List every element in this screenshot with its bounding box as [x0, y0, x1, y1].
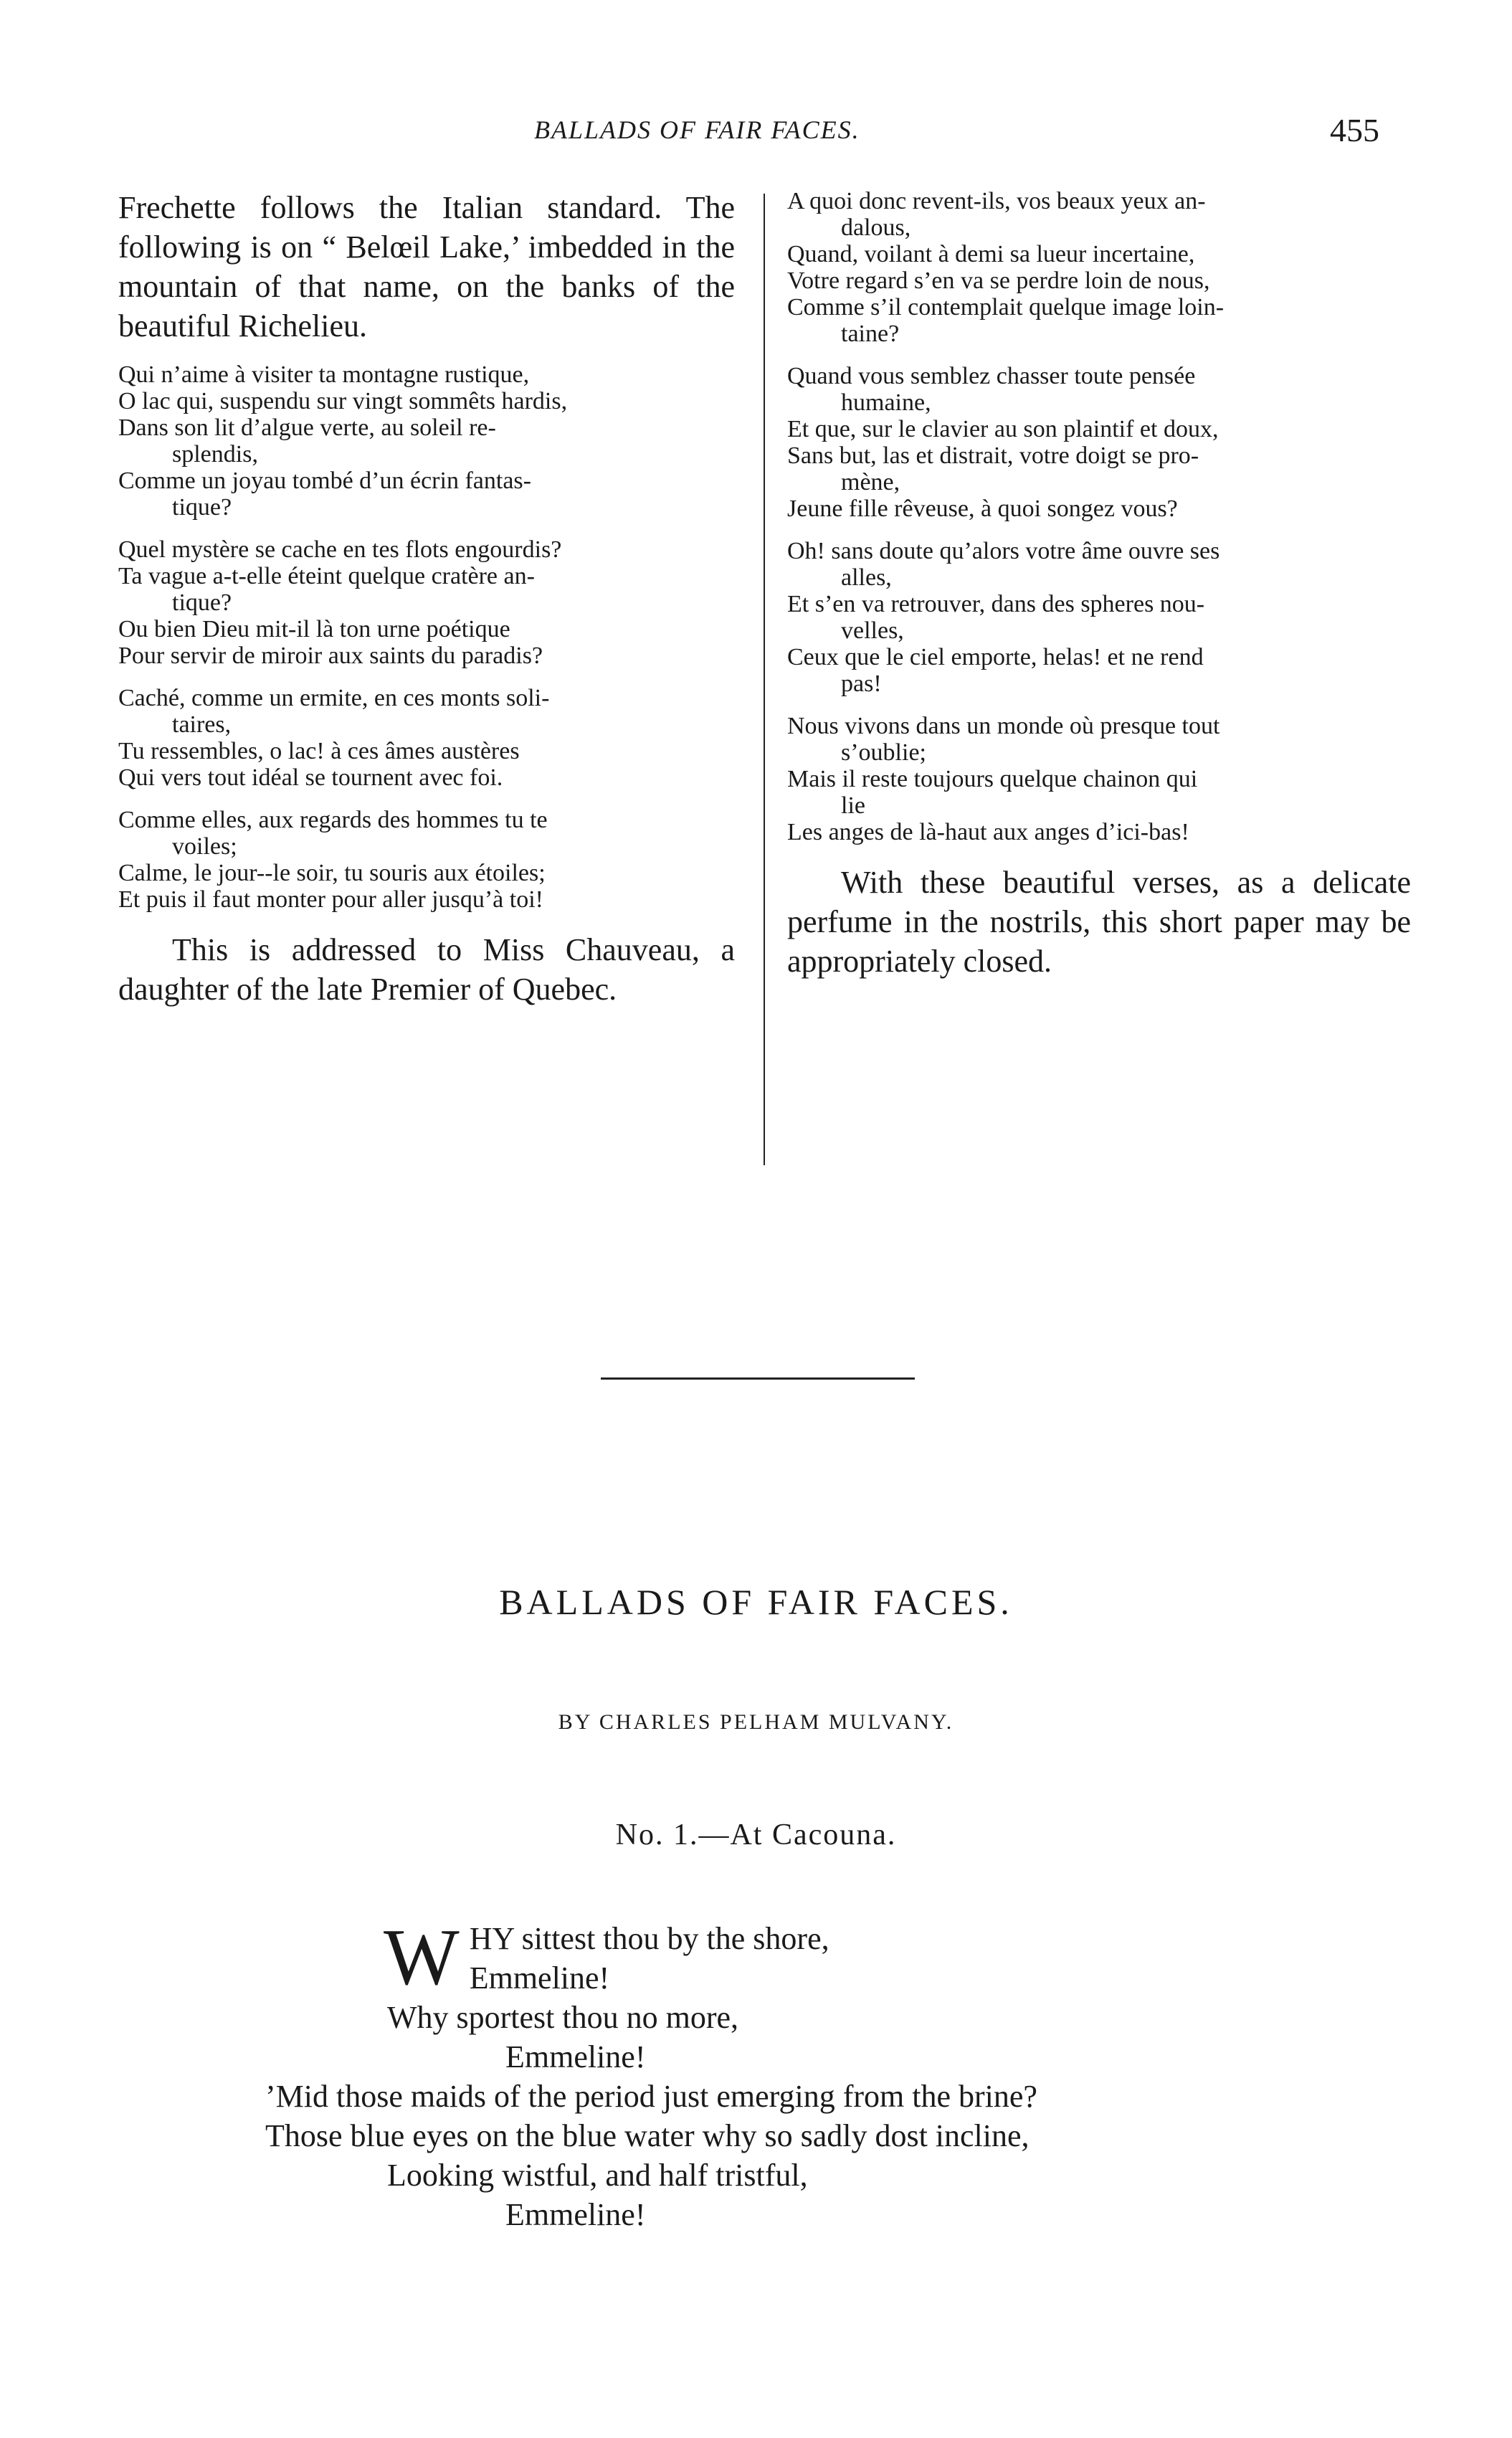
verse-line: Jeune fille rêveuse, à quoi songez vous?: [787, 495, 1178, 522]
verse-line-continuation: tique?: [172, 589, 232, 616]
closing-paragraph-left: This is addressed to Miss Chauveau, a daughter of the late Premier of Quebec.: [118, 932, 735, 1007]
verse-stanza: [787, 713, 1411, 845]
verse-line: Tu ressembles, o lac! à ces âmes austères: [118, 738, 520, 764]
verse-line: Ta vague a-t-elle éteint quelque cratère an-: [118, 563, 535, 589]
intro-paragraph: Frechette follows the Italian standard. The following is on “ Belœil Lake,’ imbedded in the mountain of that name, on the banks of the beautiful Richelieu.: [118, 190, 735, 343]
verse-stanza: [787, 538, 1411, 697]
drop-cap: W: [384, 1913, 460, 2002]
verse-line: Et s’en va retrouver, dans des spheres nou-: [787, 591, 1205, 617]
verse-line-continuation: s’oublie;: [841, 739, 926, 766]
verse-line: Votre regard s’en va se perdre loin de nous,: [787, 267, 1210, 294]
verse-line-continuation: tique?: [172, 494, 232, 521]
poem-line: Emmeline!: [469, 1960, 610, 1996]
left-stanzas: [118, 361, 735, 913]
verse-line-continuation: taires,: [172, 711, 232, 738]
verse-stanza: [118, 685, 735, 791]
verse-line: Sans but, las et distrait, votre doigt se pro-: [787, 442, 1199, 469]
poem-line: Those blue eyes on the blue water why so sadly dost incline,: [265, 2118, 1030, 2153]
verse-line: Quel mystère se cache en tes flots engourdis?: [118, 536, 562, 563]
verse-line-continuation: velles,: [841, 617, 904, 644]
verse-line-continuation: mène,: [841, 469, 900, 495]
verse-line-continuation: alles,: [841, 564, 892, 591]
verse-line: Comme un joyau tombé d’un écrin fantas-: [118, 468, 531, 494]
verse-line: Pour servir de miroir aux saints du paradis?: [118, 642, 543, 669]
verse-line-continuation: humaine,: [841, 389, 931, 416]
left-column: [118, 188, 735, 1009]
verse-line: O lac qui, suspendu sur vingt sommêts hardis,: [118, 388, 568, 414]
verse-stanza: [787, 363, 1411, 522]
article-title: BALLADS OF FAIR FACES.: [499, 1582, 1013, 1622]
verse-line: Ceux que le ciel emporte, helas! et ne rend: [787, 644, 1204, 670]
verse-line: Quand, voilant à demi sa lueur incertaine,: [787, 241, 1195, 267]
verse-line: Qui vers tout idéal se tournent avec foi.: [118, 764, 503, 791]
verse-line-continuation: dalous,: [841, 214, 911, 241]
verse-line: Nous vivons dans un monde où presque tout: [787, 713, 1220, 739]
poem-line: Looking wistful, and half tristful,: [387, 2158, 808, 2193]
verse-stanza: [118, 361, 735, 521]
poem-line: Emmeline!: [505, 2197, 646, 2232]
section-divider: [601, 1377, 915, 1380]
poem-subtitle: No. 1.—At Cacouna.: [615, 1818, 897, 1851]
verse-line: Oh! sans doute qu’alors votre âme ouvre ses: [787, 538, 1220, 564]
verse-line: A quoi donc revent-ils, vos beaux yeux an-: [787, 188, 1206, 214]
verse-line: Et puis il faut monter pour aller jusqu’à toi!: [118, 886, 543, 913]
verse-line: Caché, comme un ermite, en ces monts soli-: [118, 685, 550, 711]
verse-line: Qui n’aime à visiter ta montagne rustique,: [118, 361, 530, 388]
poem-line: ’Mid those maids of the period just emerging from the brine?: [265, 2079, 1037, 2114]
running-title: BALLADS OF FAIR FACES.: [534, 115, 860, 144]
verse-stanza: [787, 188, 1411, 347]
byline: BY CHARLES PELHAM MULVANY.: [558, 1710, 954, 1734]
verse-line: Calme, le jour--le soir, tu souris aux étoiles;: [118, 860, 546, 886]
verse-line: Ou bien Dieu mit-il là ton urne poétique: [118, 616, 510, 642]
verse-line-continuation: splendis,: [172, 441, 258, 468]
column-rule: [764, 194, 765, 1165]
verse-stanza: [118, 536, 735, 669]
verse-line: Comme elles, aux regards des hommes tu te: [118, 807, 548, 833]
verse-line: Les anges de là-haut aux anges d’ici-bas!: [787, 819, 1189, 845]
verse-line: Dans son lit d’algue verte, au soleil re-: [118, 414, 496, 441]
verse-line-continuation: taine?: [841, 321, 900, 347]
page-number: 455: [1330, 112, 1379, 148]
closing-paragraph-right: With these beautiful verses, as a delicate perfume in the nostrils, this short paper may be appropriately closed.: [787, 865, 1411, 979]
verse-line: Comme s’il contemplait quelque image loin-: [787, 294, 1225, 321]
poem-line: Why sportest thou no more,: [387, 2000, 739, 2035]
verse-line: Quand vous semblez chasser toute pensée: [787, 363, 1196, 389]
right-stanzas: [787, 188, 1411, 845]
verse-line-continuation: lie: [841, 792, 865, 819]
verse-stanza: [118, 807, 735, 913]
verse-line-continuation: voiles;: [172, 833, 237, 860]
poem-line: Emmeline!: [505, 2039, 646, 2074]
right-column: [787, 188, 1411, 981]
verse-line-continuation: pas!: [841, 670, 882, 697]
verse-line: Et que, sur le clavier au son plaintif et doux,: [787, 416, 1219, 442]
verse-line: Mais il reste toujours quelque chainon qui: [787, 766, 1198, 792]
poem: [265, 1913, 1283, 2234]
poem-line: HY sittest thou by the shore,: [469, 1921, 829, 1956]
